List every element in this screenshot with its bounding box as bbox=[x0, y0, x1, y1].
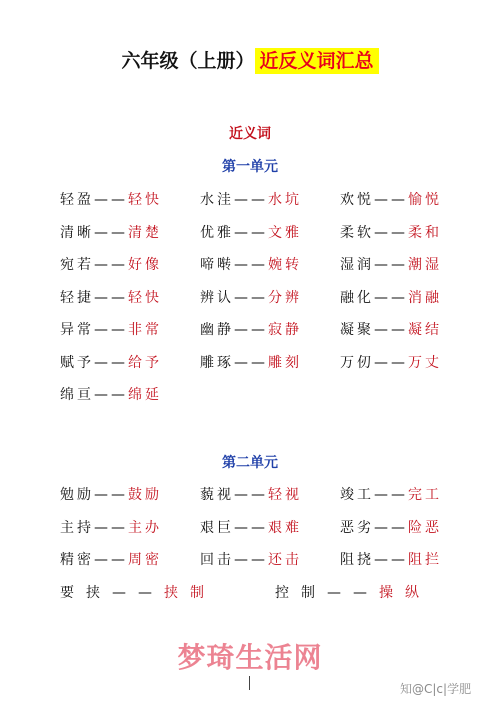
synonym: 给予 bbox=[128, 354, 162, 371]
word: 轻捷 bbox=[60, 289, 94, 306]
dash: —— bbox=[94, 257, 128, 273]
dash: —— bbox=[94, 387, 128, 403]
synonym: 险恶 bbox=[408, 519, 442, 536]
synonym: 婉转 bbox=[268, 257, 302, 273]
word-pair bbox=[340, 549, 442, 569]
word: 控制 bbox=[275, 584, 327, 601]
word-pair bbox=[340, 319, 442, 339]
word-pair bbox=[275, 582, 431, 602]
word: 精密 bbox=[60, 552, 94, 568]
dash: —— bbox=[234, 354, 268, 371]
dash: —— bbox=[374, 519, 408, 536]
dash: —— bbox=[374, 322, 408, 338]
synonym: 挟制 bbox=[164, 584, 216, 601]
synonym: 轻快 bbox=[128, 192, 162, 208]
dash: —— bbox=[374, 192, 408, 208]
word: 水洼 bbox=[200, 192, 234, 208]
page-title bbox=[0, 46, 500, 73]
word: 优雅 bbox=[200, 224, 234, 241]
word-pair bbox=[340, 517, 442, 537]
word: 赋予 bbox=[60, 354, 94, 371]
word: 绵亘 bbox=[60, 387, 94, 403]
word-pair bbox=[200, 189, 302, 209]
word-pair bbox=[60, 287, 162, 307]
dash: —— bbox=[234, 192, 268, 208]
word: 湿润 bbox=[340, 257, 374, 273]
dash: —— bbox=[234, 519, 268, 536]
word-pair bbox=[60, 222, 162, 242]
synonym: 绵延 bbox=[128, 387, 162, 403]
dash: —— bbox=[234, 322, 268, 338]
word-pair bbox=[200, 287, 302, 307]
word-pair bbox=[60, 319, 162, 339]
synonym: 好像 bbox=[128, 257, 162, 273]
title-highlight: 近反义词汇总 bbox=[255, 48, 379, 74]
word-pair bbox=[60, 549, 162, 569]
dash: —— bbox=[374, 257, 408, 273]
title-main: 六年级（上册） bbox=[121, 50, 255, 72]
dash: —— bbox=[94, 322, 128, 338]
word-pair bbox=[200, 222, 302, 242]
word-pair bbox=[60, 189, 162, 209]
dash: —— bbox=[234, 552, 268, 568]
word-pair bbox=[340, 189, 442, 209]
word: 万仞 bbox=[340, 354, 374, 371]
word: 幽静 bbox=[200, 322, 234, 338]
synonym: 水坑 bbox=[268, 192, 302, 208]
synonym: 非常 bbox=[128, 322, 162, 338]
word-pair bbox=[60, 517, 162, 537]
dash: —— bbox=[94, 224, 128, 241]
dash: —— bbox=[374, 354, 408, 371]
dash: —— bbox=[374, 224, 408, 241]
word-pair bbox=[340, 254, 442, 274]
word: 勉励 bbox=[60, 487, 94, 503]
synonym: 还击 bbox=[268, 552, 302, 568]
word-pair bbox=[200, 319, 302, 339]
synonym: 愉悦 bbox=[408, 192, 442, 208]
corner-watermark: 知@C|c|学肥 bbox=[400, 682, 472, 696]
word-pair bbox=[200, 254, 302, 274]
word: 阻挠 bbox=[340, 552, 374, 568]
dash: —— bbox=[94, 487, 128, 503]
word-pair bbox=[60, 484, 162, 504]
synonym: 消融 bbox=[408, 289, 442, 306]
dash: —— bbox=[234, 289, 268, 306]
word: 啼啭 bbox=[200, 257, 234, 273]
dash: —— bbox=[94, 289, 128, 306]
word-pair bbox=[340, 287, 442, 307]
word: 融化 bbox=[340, 289, 374, 306]
center-tick bbox=[249, 676, 250, 690]
synonym: 主办 bbox=[128, 519, 162, 536]
word: 回击 bbox=[200, 552, 234, 568]
synonym: 完工 bbox=[408, 487, 442, 503]
dash: —— bbox=[374, 487, 408, 503]
word-pair bbox=[60, 384, 162, 404]
word: 要挟 bbox=[60, 584, 112, 601]
word: 柔软 bbox=[340, 224, 374, 241]
word-pair bbox=[60, 254, 162, 274]
dash: —— bbox=[94, 354, 128, 371]
synonym: 轻快 bbox=[128, 289, 162, 306]
word: 艰巨 bbox=[200, 519, 234, 536]
dash: —— bbox=[234, 487, 268, 503]
synonym: 轻视 bbox=[268, 487, 302, 503]
word-pair bbox=[200, 484, 302, 504]
dash: —— bbox=[374, 552, 408, 568]
word: 藐视 bbox=[200, 487, 234, 503]
word: 恶劣 bbox=[340, 519, 374, 536]
synonym: 周密 bbox=[128, 552, 162, 568]
word: 清晰 bbox=[60, 224, 94, 241]
dash: —— bbox=[112, 584, 164, 601]
word: 轻盈 bbox=[60, 192, 94, 208]
word: 凝聚 bbox=[340, 322, 374, 338]
synonym: 艰难 bbox=[268, 519, 302, 536]
word-pair bbox=[200, 549, 302, 569]
synonym: 清楚 bbox=[128, 224, 162, 241]
synonym: 分辨 bbox=[268, 289, 302, 306]
word: 主持 bbox=[60, 519, 94, 536]
word: 雕琢 bbox=[200, 354, 234, 371]
word-pair bbox=[60, 352, 162, 372]
word-pair bbox=[340, 352, 442, 372]
word: 欢悦 bbox=[340, 192, 374, 208]
synonym: 凝结 bbox=[408, 322, 442, 338]
unit-2-heading: 第二单元 bbox=[222, 455, 278, 471]
word-pair bbox=[60, 582, 216, 602]
synonym: 雕刻 bbox=[268, 354, 302, 371]
dash: —— bbox=[234, 257, 268, 273]
watermark: 梦琦生活网 bbox=[177, 641, 323, 674]
word-pair bbox=[200, 352, 302, 372]
dash: —— bbox=[234, 224, 268, 241]
word: 异常 bbox=[60, 322, 94, 338]
dash: —— bbox=[94, 192, 128, 208]
synonym: 柔和 bbox=[408, 224, 442, 241]
synonym: 潮湿 bbox=[408, 257, 442, 273]
unit-1-heading: 第一单元 bbox=[222, 159, 278, 175]
word-pair bbox=[340, 222, 442, 242]
synonym: 鼓励 bbox=[128, 487, 162, 503]
dash: —— bbox=[94, 519, 128, 536]
synonym: 操纵 bbox=[379, 584, 431, 601]
word: 宛若 bbox=[60, 257, 94, 273]
synonym: 阻拦 bbox=[408, 552, 442, 568]
word-pair bbox=[340, 484, 442, 504]
synonym: 文雅 bbox=[268, 224, 302, 241]
section-synonyms: 近义词 bbox=[229, 126, 271, 142]
word-pair bbox=[200, 517, 302, 537]
dash: —— bbox=[327, 584, 379, 601]
dash: —— bbox=[374, 289, 408, 306]
synonym: 寂静 bbox=[268, 322, 302, 338]
synonym: 万丈 bbox=[408, 354, 442, 371]
word: 竣工 bbox=[340, 487, 374, 503]
dash: —— bbox=[94, 552, 128, 568]
word: 辨认 bbox=[200, 289, 234, 306]
